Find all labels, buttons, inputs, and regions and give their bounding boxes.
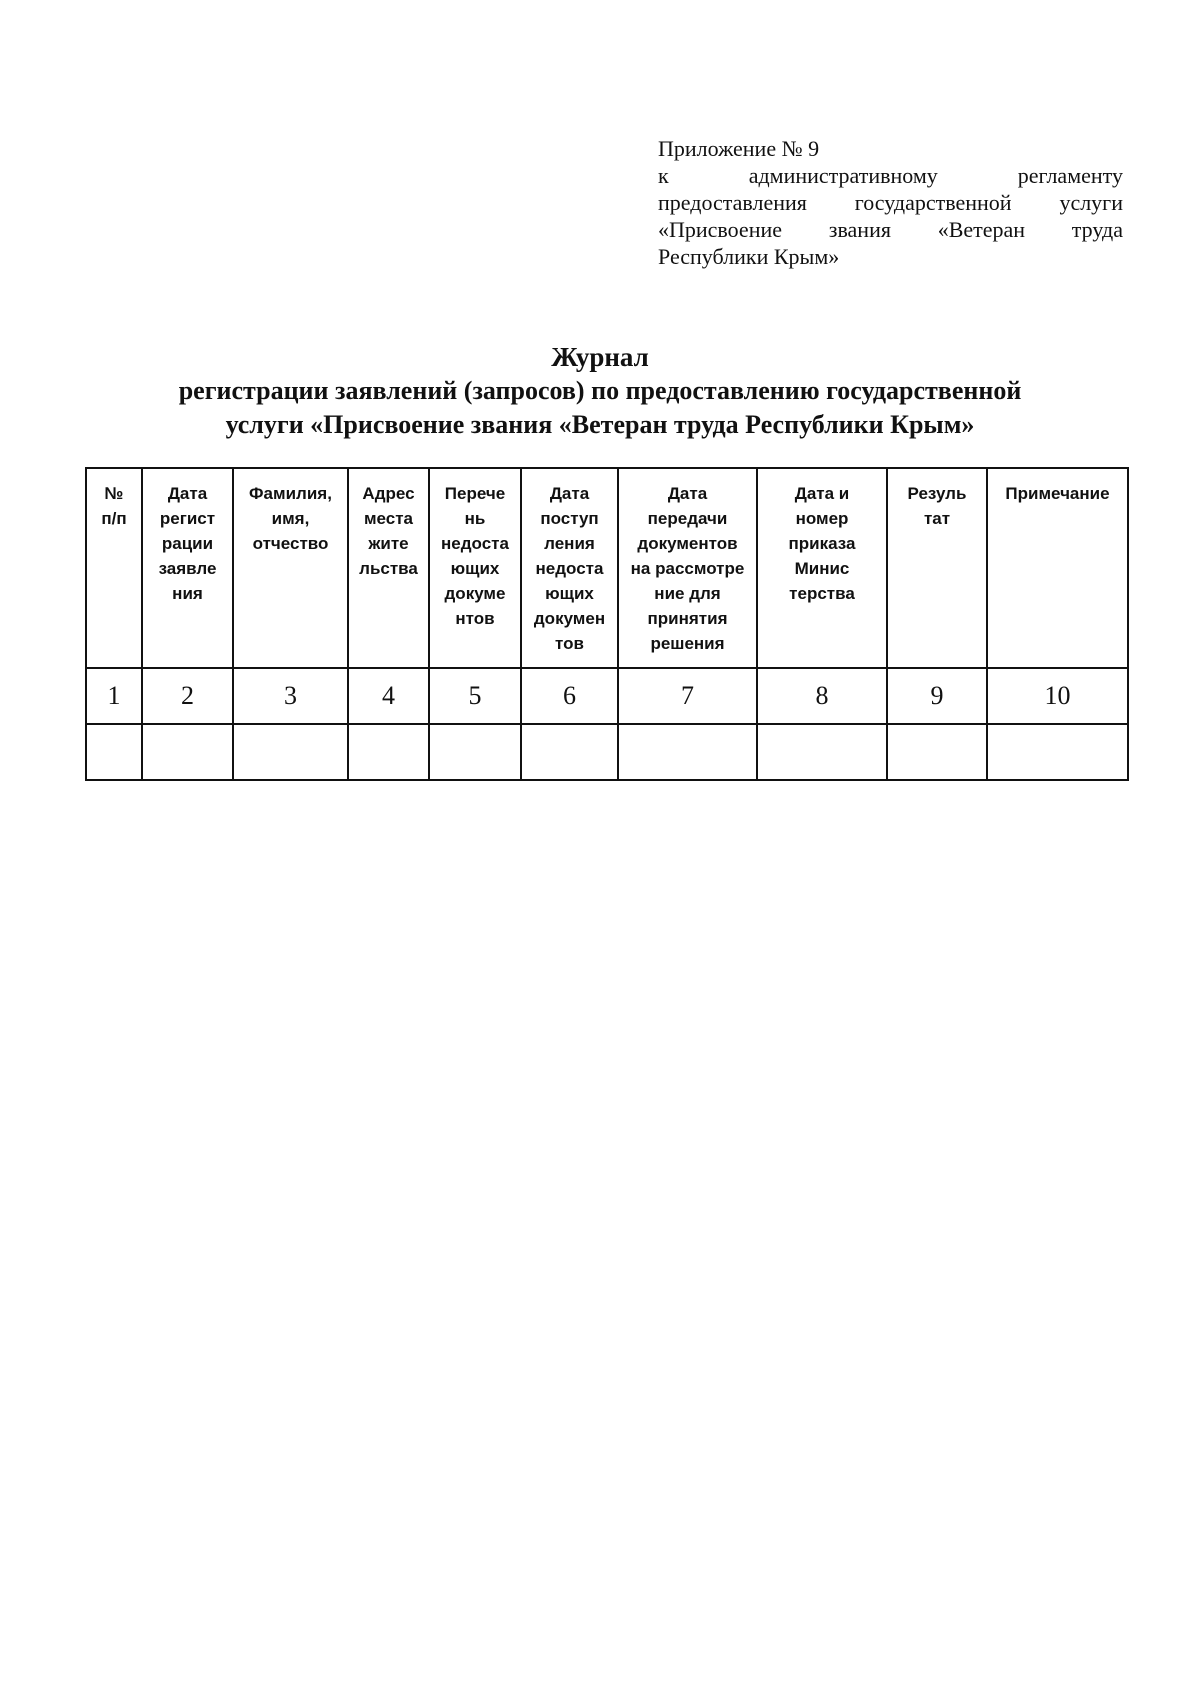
appendix-note	[658, 135, 1123, 270]
header-cell-ministry-order: Дата и номер приказа Минис терства	[757, 468, 887, 668]
column-number-cell: 9	[887, 668, 987, 724]
empty-cell	[233, 724, 348, 780]
appendix-word: «Ветеран	[937, 217, 1026, 242]
title-subline-2: услуги «Присвоение звания «Ветеран труда Республики Крым»	[225, 410, 975, 439]
column-number-cell: 1	[86, 668, 142, 724]
empty-cell	[987, 724, 1128, 780]
header-cell-registration-date: Дата регист рации заявле ния	[142, 468, 233, 668]
title-subline-1: регистрации заявлений (запросов) по предоставлению государственной	[178, 376, 1022, 405]
column-number-cell: 6	[521, 668, 618, 724]
appendix-word: регламенту	[1017, 163, 1123, 188]
empty-cell	[429, 724, 521, 780]
appendix-line-4	[658, 216, 1123, 243]
appendix-word: предоставления	[658, 190, 807, 215]
appendix-word: к	[658, 163, 669, 188]
empty-cell	[86, 724, 142, 780]
column-number-cell: 5	[429, 668, 521, 724]
header-cell-result: Резуль тат	[887, 468, 987, 668]
column-number-cell: 7	[618, 668, 757, 724]
empty-cell	[887, 724, 987, 780]
table-header-row	[86, 468, 1128, 668]
header-cell-transfer-date: Дата передачи документов на рассмотре ние для принятия решения	[618, 468, 757, 668]
appendix-word: звания	[828, 217, 891, 242]
empty-cell	[618, 724, 757, 780]
column-number-cell: 10	[987, 668, 1128, 724]
appendix-word: труда	[1071, 217, 1123, 242]
column-number-cell: 8	[757, 668, 887, 724]
registration-journal-table	[85, 467, 1129, 781]
empty-cell	[521, 724, 618, 780]
appendix-word: «Присвоение	[658, 217, 783, 242]
column-number-cell: 3	[233, 668, 348, 724]
appendix-word: государственной	[854, 190, 1012, 215]
header-cell-note: Примечание	[987, 468, 1128, 668]
table-column-numbers-row	[86, 668, 1128, 724]
appendix-line-3	[658, 189, 1123, 216]
appendix-word: административному	[748, 163, 938, 188]
document-title	[80, 340, 1120, 442]
column-number-cell: 4	[348, 668, 429, 724]
column-number-cell: 2	[142, 668, 233, 724]
appendix-word: услуги	[1059, 190, 1123, 215]
empty-cell	[757, 724, 887, 780]
appendix-number: Приложение № 9	[658, 136, 820, 161]
appendix-line-5: Республики Крым»	[658, 244, 840, 269]
header-cell-number: № п/п	[86, 468, 142, 668]
header-cell-missing-documents: Перече нь недоста ющих докуме нтов	[429, 468, 521, 668]
header-cell-missing-documents-date: Дата поступ ления недоста ющих докумен тов	[521, 468, 618, 668]
header-cell-address: Адрес места жите льства	[348, 468, 429, 668]
empty-cell	[348, 724, 429, 780]
table-empty-row	[86, 724, 1128, 780]
header-cell-full-name: Фамилия, имя, отчество	[233, 468, 348, 668]
empty-cell	[142, 724, 233, 780]
appendix-line-2	[658, 162, 1123, 189]
title-heading: Журнал	[551, 342, 649, 372]
